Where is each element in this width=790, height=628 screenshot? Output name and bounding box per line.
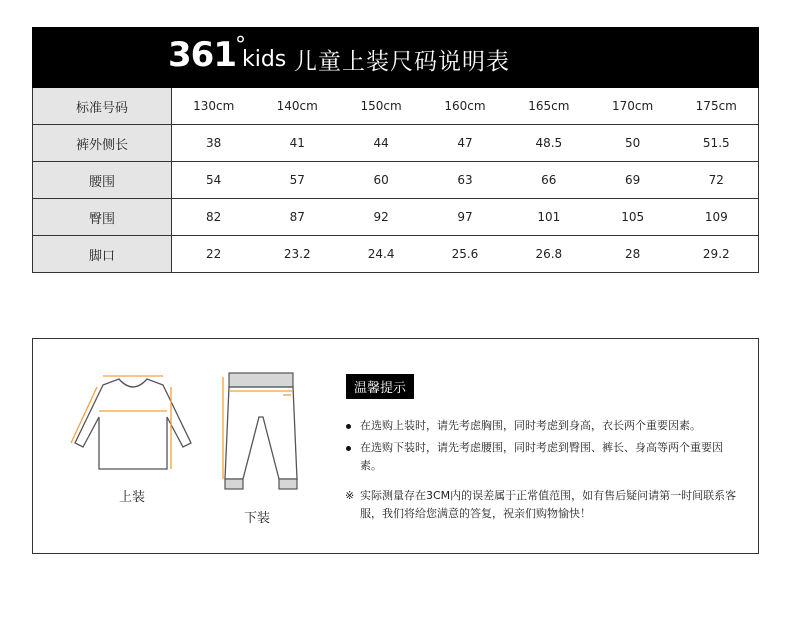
- table-cell: 63: [423, 162, 507, 199]
- table-cell: 38: [172, 125, 256, 162]
- table-cell: 82: [172, 199, 256, 236]
- table-cell: 44: [339, 125, 423, 162]
- tip-item: [346, 417, 741, 435]
- table-cell: 60: [339, 162, 423, 199]
- table-cell: 48.5: [507, 125, 591, 162]
- tips-panel: [32, 338, 759, 554]
- row-header: 腰围: [33, 162, 172, 199]
- note-icon: ※: [345, 489, 355, 502]
- table-cell: 72: [675, 162, 759, 199]
- table-cell: 130cm: [172, 88, 256, 125]
- row-header: 脚口: [33, 236, 172, 273]
- row-header: 标准号码: [33, 88, 172, 125]
- table-cell: 105: [591, 199, 675, 236]
- sleeve-measure-line: [71, 387, 97, 443]
- table-cell: 170cm: [591, 88, 675, 125]
- table-cell: 25.6: [423, 236, 507, 273]
- table-cell: 150cm: [339, 88, 423, 125]
- table-cell: 160cm: [423, 88, 507, 125]
- table-cell: 101: [507, 199, 591, 236]
- table-cell: 50: [591, 125, 675, 162]
- tip-text: 在选购下装时，请先考虑腰围，同时考虑到臀围、裤长、身高等两个重要因素。: [360, 441, 723, 472]
- bullet-icon: [346, 424, 351, 429]
- shirt-diagram: [67, 373, 199, 473]
- tip-note: [346, 487, 741, 523]
- shirt-outline: [75, 379, 191, 469]
- table-cell: 92: [339, 199, 423, 236]
- table-cell: 22: [172, 236, 256, 273]
- table-cell: 24.4: [339, 236, 423, 273]
- pants-diagram: [221, 369, 301, 497]
- pants-cuff-right: [279, 479, 297, 489]
- brand-logo: [168, 35, 286, 75]
- table-cell: 140cm: [255, 88, 339, 125]
- table-row: [33, 199, 759, 236]
- tip-text: 在选购上装时，请先考虑胸围，同时考虑到身高，衣长两个重要因素。: [360, 419, 701, 432]
- pants-waistband: [229, 373, 293, 387]
- table-cell: 23.2: [255, 236, 339, 273]
- table-cell: 57: [255, 162, 339, 199]
- page-title: 儿童上装尺码说明表: [294, 49, 510, 75]
- brand-number: 361: [168, 35, 236, 75]
- table-cell: 29.2: [675, 236, 759, 273]
- table-cell: 54: [172, 162, 256, 199]
- table-row: [33, 236, 759, 273]
- size-table: [32, 88, 759, 273]
- table-cell: 165cm: [507, 88, 591, 125]
- table-cell: 47: [423, 125, 507, 162]
- table-cell: 41: [255, 125, 339, 162]
- table-cell: 26.8: [507, 236, 591, 273]
- table-cell: 51.5: [675, 125, 759, 162]
- table-cell: 87: [255, 199, 339, 236]
- pants-cuff-left: [225, 479, 243, 489]
- tips-heading: 温馨提示: [346, 374, 414, 399]
- note-text: 实际测量存在3CM内的误差属于正常值范围，如有售后疑问请第一时间联系客服，我们将给您满意的答复，祝亲们购物愉快！: [360, 489, 737, 520]
- bullet-icon: [346, 446, 351, 451]
- table-cell: 175cm: [675, 88, 759, 125]
- pants-caption: 下装: [244, 511, 271, 526]
- table-cell: 97: [423, 199, 507, 236]
- shirt-collar: [119, 379, 147, 387]
- row-header: 臀围: [33, 199, 172, 236]
- top-caption: 上装: [119, 490, 146, 505]
- table-row: [33, 125, 759, 162]
- tip-item: [346, 439, 741, 475]
- header-banner: [32, 27, 759, 88]
- brand-kids: kids: [241, 47, 287, 72]
- table-cell: 66: [507, 162, 591, 199]
- table-cell: 69: [591, 162, 675, 199]
- pants-outline: [225, 387, 297, 479]
- table-cell: 28: [591, 236, 675, 273]
- row-header: 裤外侧长: [33, 125, 172, 162]
- table-row: [33, 88, 759, 125]
- table-row: [33, 162, 759, 199]
- brand-degree: °: [234, 33, 246, 58]
- table-cell: 109: [675, 199, 759, 236]
